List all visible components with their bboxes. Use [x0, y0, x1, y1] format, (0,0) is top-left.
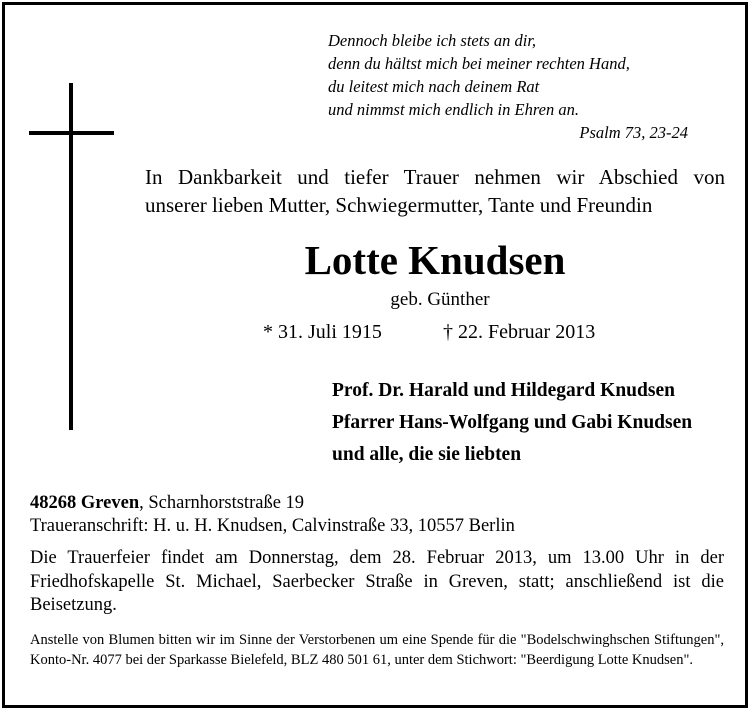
cross-icon-bar — [29, 131, 114, 135]
family-line-2: Pfarrer Hans-Wolfgang und Gabi Knudsen — [332, 412, 693, 433]
family-signatures — [332, 375, 732, 471]
home-city: 48268 Greven — [30, 493, 140, 513]
obituary-notice — [2, 2, 748, 708]
home-address — [30, 492, 730, 515]
family-line-3: und alle, die sie liebten — [332, 444, 522, 465]
maiden-name: geb. Günther — [390, 289, 490, 310]
home-street: , Scharnhorststraße 19 — [139, 493, 305, 513]
cross-icon — [69, 83, 73, 430]
birth-date: * 31. Juli 1915 — [263, 321, 382, 343]
deceased-name: Lotte Knudsen — [304, 237, 566, 283]
intro-text — [145, 163, 725, 219]
family-line-1: Prof. Dr. Harald und Hildegard Knudsen — [332, 380, 675, 401]
mourning-address: Traueranschrift: H. u. H. Knudsen, Calvinstraße 33, 10557 Berlin — [30, 516, 515, 536]
verse-line-2: denn du hältst mich bei meiner rechten Hand, — [328, 54, 630, 73]
verse-line-4: und nimmst mich endlich in Ehren an. — [328, 100, 579, 119]
intro-line-2: unserer lieben Mutter, Schwiegermutter, Tante und Freundin — [145, 193, 653, 217]
death-date: † 22. Februar 2013 — [443, 321, 596, 343]
bible-verse — [328, 29, 728, 144]
intro-line-1: In Dankbarkeit und tiefer Trauer nehmen wir Abschied von — [145, 165, 725, 189]
address-block — [30, 492, 730, 538]
verse-line-3: du leitest mich nach deinem Rat — [328, 77, 540, 96]
verse-line-1: Dennoch bleibe ich stets an dir, — [328, 31, 537, 50]
verse-source: Psalm 73, 23-24 — [579, 123, 688, 142]
donation-request: Anstelle von Blumen bitten wir im Sinne der Verstorbenen um eine Spende für die "Bodelschwinghschen Stiftungen", Konto-Nr. 4077 bei der Sparkasse Bielefeld, BLZ 480 501 61, unter dem Stichwort: "Beerdigung Lotte Knudsen". — [30, 632, 724, 668]
funeral-info: Die Trauerfeier findet am Donnerstag, dem 28. Februar 2013, um 13.00 Uhr in der Friedhofskapelle St. Michael, Saerbecker Straße in Greven, statt; anschließend ist die Beisetzung. — [30, 548, 724, 615]
